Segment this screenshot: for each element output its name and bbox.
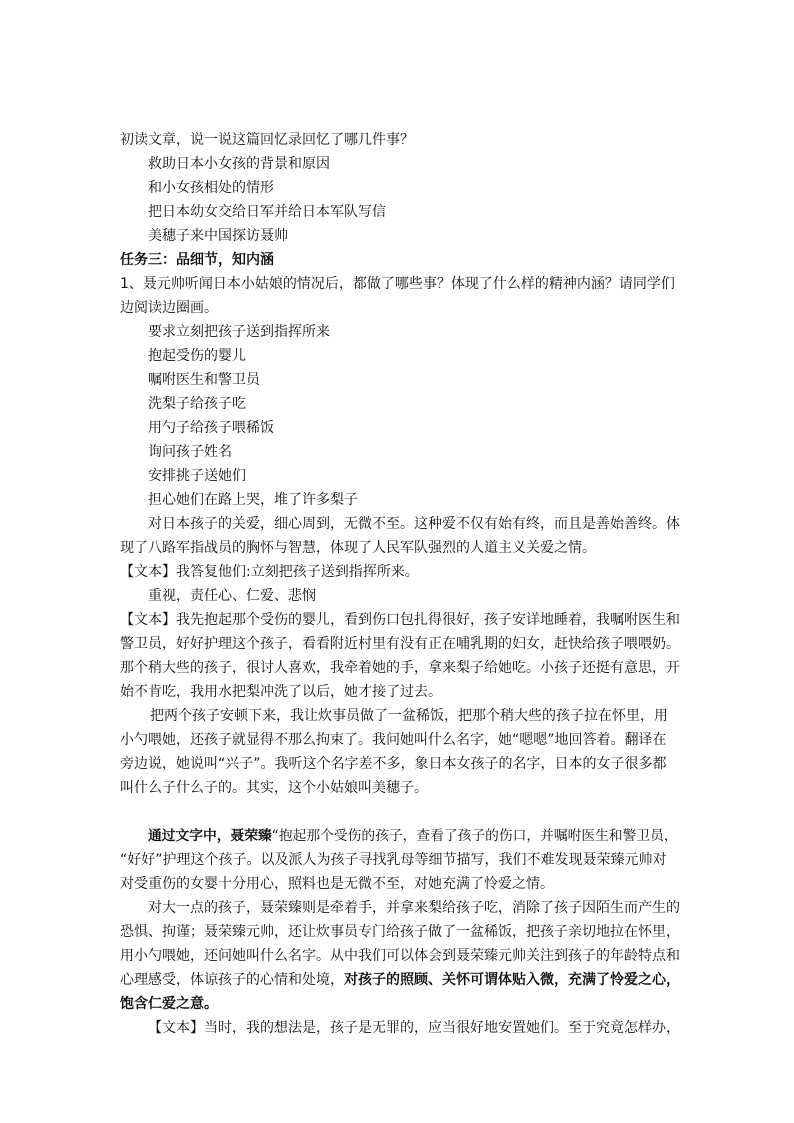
- action-item: 洗梨子给孩子吃: [148, 396, 246, 412]
- action-item: 担心她们在路上哭，堆了许多梨子: [148, 492, 358, 508]
- event-item: 救助日本小女孩的背景和原因: [148, 156, 330, 172]
- analysis-lead: 通过文字中，聂荣臻: [148, 828, 272, 844]
- analysis-text: 心理感受，体谅孩子的心情和处境，: [120, 972, 344, 988]
- summary-text: 现了八路军指战员的胸怀与智慧，体现了人民军队强烈的人道主义关爱之情。: [120, 540, 596, 556]
- quoted-text: 叫什么子什么子的。其实，这个小姑娘叫美穗子。: [120, 780, 428, 796]
- quoted-text: 【文本】我答复他们:立刻把孩子送到指挥所来。: [120, 564, 419, 580]
- analysis-paragraph: [148, 824, 680, 848]
- action-item: 询问孩子姓名: [148, 444, 232, 460]
- quoted-text: 警卫员，好好护理这个孩子，看看附近村里有没有正在哺乳期的妇女，赶快给孩子喂喂奶。: [120, 636, 680, 652]
- action-item: 用勺子给孩子喂稀饭: [148, 420, 274, 436]
- analysis-text: 用小勺喂她，还问她叫什么名字。从中我们可以体会到聂荣臻元帅关注到孩子的年龄特点和: [120, 948, 680, 964]
- analysis-text: 对大一点的孩子，聂荣臻则是牵着手，并拿来梨给孩子吃，消除了孩子因陌生而产生的: [148, 900, 680, 916]
- quoted-text: 始不肯吃，我用水把梨冲洗了以后，她才接了过去。: [120, 684, 442, 700]
- analysis-paragraph: [120, 968, 680, 992]
- action-item: 要求立刻把孩子送到指挥所来: [148, 324, 330, 340]
- event-item: 把日本幼女交给日军并给日本军队写信: [148, 204, 386, 220]
- analysis-text: 对受重伤的女婴十分用心，照料也是无微不至，对她充满了怜爱之情。: [120, 876, 554, 892]
- quoted-text: 【文本】我先抱起那个受伤的婴儿，看到伤口包扎得很好，孩子安详地睡着，我嘱咐医生和: [120, 612, 680, 628]
- event-item: 和小女孩相处的情形: [148, 180, 274, 196]
- action-item: 安排挑子送她们: [148, 468, 246, 484]
- quoted-text: 【文本】当时，我的想法是，孩子是无罪的，应当很好地安置她们。至于究竟怎样办，: [148, 1020, 680, 1036]
- summary-text: 对日本孩子的关爱，细心周到，无微不至。这种爱不仅有始有终，而且是善始善终。体: [148, 516, 680, 532]
- quoted-text: 小勺喂她，还孩子就显得不那么拘束了。我问她叫什么名字，她“嗯嗯”地回答着。翻译在: [120, 732, 667, 748]
- analysis-text: “好好”护理这个孩子。以及派人为孩子寻找乳母等细节描写，我们不难发现聂荣臻元帅对: [120, 852, 667, 868]
- task-heading: 任务三：品细节，知内涵: [120, 252, 274, 268]
- analysis-emphasis: 饱含仁爱之意。: [120, 996, 218, 1012]
- analysis-text: “抱起那个受伤的孩子，查看了孩子的伤口，并嘱咐医生和警卫员，: [271, 828, 678, 844]
- analysis-text: 恐惧、拘谨；聂荣臻元帅，还让炊事员专门给孩子做了一盆稀饭，把孩子亲切地拉在怀里，: [120, 924, 680, 940]
- task-question: 边阅读边圈画。: [120, 300, 218, 316]
- action-item: 嘱咐医生和警卫员: [148, 372, 260, 388]
- quoted-text: 旁边说，她说叫“兴子”。我听这个名字差不多，象日本女孩子的名字，日本的女子很多都: [120, 756, 667, 772]
- intro-question: 初读文章，说一说这篇回忆录回忆了哪几件事？: [120, 132, 414, 148]
- task-question: 1、聂元帅听闻日本小姑娘的情况后，都做了哪些事？体现了什么样的精神内涵？请同学们: [120, 276, 675, 292]
- keywords: 重视，责任心、仁爱、悲悯: [148, 588, 316, 604]
- event-item: 美穗子来中国探访聂帅: [148, 228, 288, 244]
- quoted-text: 把两个孩子安顿下来，我让炊事员做了一盆稀饭，把那个稍大些的孩子拉在怀里，用: [150, 708, 668, 724]
- analysis-emphasis: 对孩子的照顾、关怀可谓体贴入微，充满了怜爱之心，: [344, 972, 680, 988]
- action-item: 抱起受伤的婴儿: [148, 348, 246, 364]
- quoted-text: 那个稍大些的孩子，很讨人喜欢，我牵着她的手，拿来梨子给她吃。小孩子还挺有意思，开: [120, 660, 680, 676]
